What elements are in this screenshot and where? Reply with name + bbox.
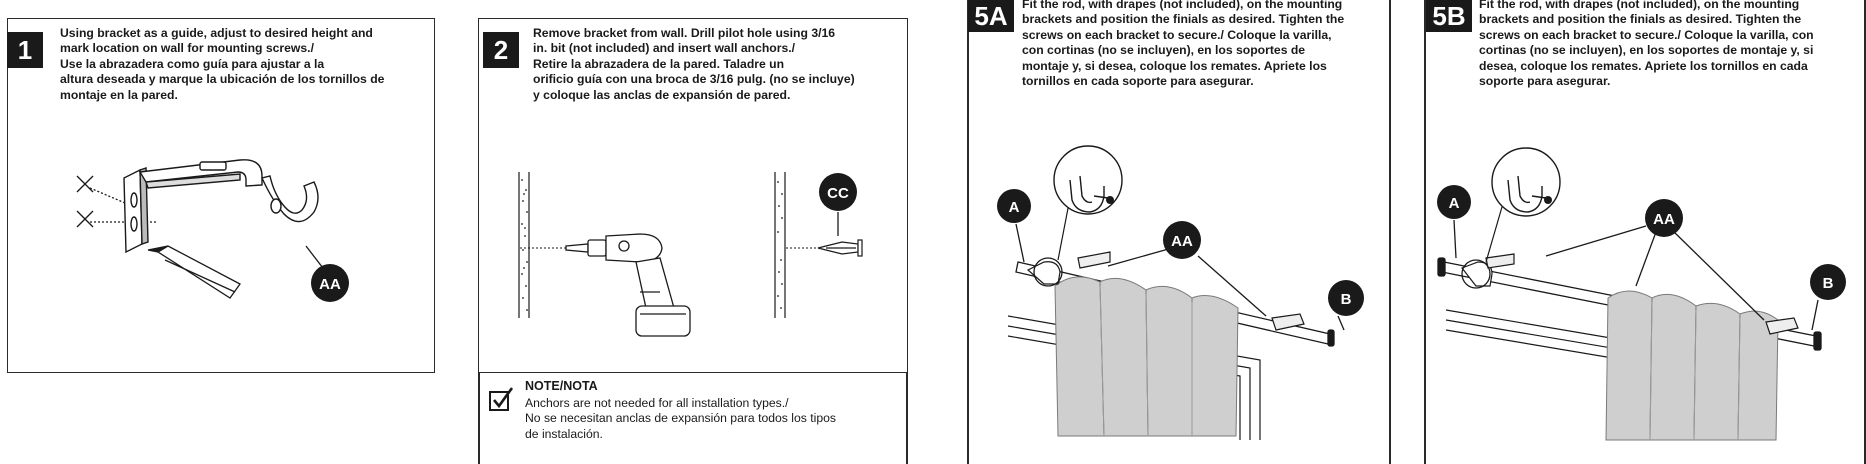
note-title: NOTE/NOTA	[525, 379, 598, 393]
step-2-drill-illustration	[470, 0, 910, 380]
callout-aa-label: AA	[1653, 211, 1675, 228]
callout-aa-label: AA	[319, 276, 341, 293]
step-5a-line: montaje y, si desea, coloque los remates. Apriete los	[1022, 58, 1327, 73]
callout-b-label: B	[1340, 291, 1352, 308]
step-5a-rod-illustration	[968, 0, 1388, 464]
step-5a-panel-border	[1389, 0, 1391, 464]
step-1-bracket-illustration	[0, 0, 440, 380]
step-2-line: y coloque las anclas de expansión de pared.	[533, 87, 791, 102]
step-5b-line: desea, coloque los remates. Apriete los tornillos en cada	[1479, 58, 1808, 73]
callout-b-label: B	[1822, 275, 1834, 292]
step-5b-rod-illustration	[1426, 0, 1864, 464]
callout-a	[997, 189, 1031, 223]
callout-a-label: A	[1448, 195, 1460, 212]
step-5b-line: screws on each bracket to secure./ Coloque la varilla, con	[1479, 27, 1814, 42]
step-5a-line: con cortinas (no se incluyen), en los soportes de	[1022, 43, 1306, 58]
step-5b-panel-border	[1864, 0, 1866, 464]
step-5a-number: 5A	[968, 0, 1014, 32]
step-5b-line: brackets and position the finials as desired. Tighten the	[1479, 12, 1802, 27]
step-1-line: Use la abrazadera como guía para ajustar a la	[60, 56, 325, 71]
note-panel-border	[478, 372, 480, 464]
callout-aa	[1163, 221, 1201, 259]
note-line: Anchors are not needed for all installation types./	[525, 396, 789, 410]
step-1-line: mark location on wall for mounting screws./	[60, 41, 314, 56]
step-5b-line: Fit the rod, with drapes (not included), on the mounting	[1479, 0, 1800, 11]
callout-cc-label: CC	[827, 185, 849, 202]
step-2-number: 2	[483, 32, 519, 68]
step-2-line: Retire la abrazadera de la pared. Taladre un	[533, 56, 785, 71]
callout-aa-label: AA	[1171, 233, 1193, 250]
checkbox-icon	[488, 386, 516, 414]
step-5b-line: soporte para asegurar.	[1479, 74, 1611, 89]
step-1-line: montaje en la pared.	[60, 87, 178, 102]
note-text	[525, 396, 836, 442]
note-line: de instalación.	[525, 426, 603, 441]
step-2-line: Remove bracket from wall. Drill pilot hole using 3/16	[533, 26, 836, 40]
step-2-line: orificio guía con una broca de 3/16 pulg. (no se incluye)	[533, 72, 855, 87]
note-panel-border	[906, 372, 908, 464]
callout-a	[1437, 185, 1471, 219]
step-5a-line: tornillos en cada soporte para asegurar.	[1022, 74, 1254, 89]
callout-b	[1328, 280, 1364, 316]
step-5a-line: screws on each bracket to secure./ Coloque la varilla,	[1022, 27, 1332, 42]
callout-a-label: A	[1008, 199, 1020, 216]
callout-cc	[819, 173, 857, 211]
callout-aa	[1645, 199, 1683, 237]
step-1-line: altura deseada y marque la ubicación de los tornillos de	[60, 72, 385, 87]
step-5a-line: brackets and position the finials as desired. Tighten the	[1022, 12, 1345, 27]
step-5b-number: 5B	[1426, 0, 1472, 32]
step-1-line: Using bracket as a guide, adjust to desired height and	[60, 26, 373, 40]
note-line: No se necesitan anclas de expansión para todos los tipos	[525, 411, 836, 426]
callout-aa	[311, 264, 349, 302]
step-1-number: 1	[7, 32, 43, 68]
step-5b-line: cortinas (no se incluyen), en los soportes de montaje y, si	[1479, 43, 1814, 58]
step-2-line: in. bit (not included) and insert wall anchors./	[533, 41, 796, 56]
step-5a-line: Fit the rod, with drapes (not included), on the mounting	[1022, 0, 1343, 11]
callout-b	[1810, 264, 1846, 300]
